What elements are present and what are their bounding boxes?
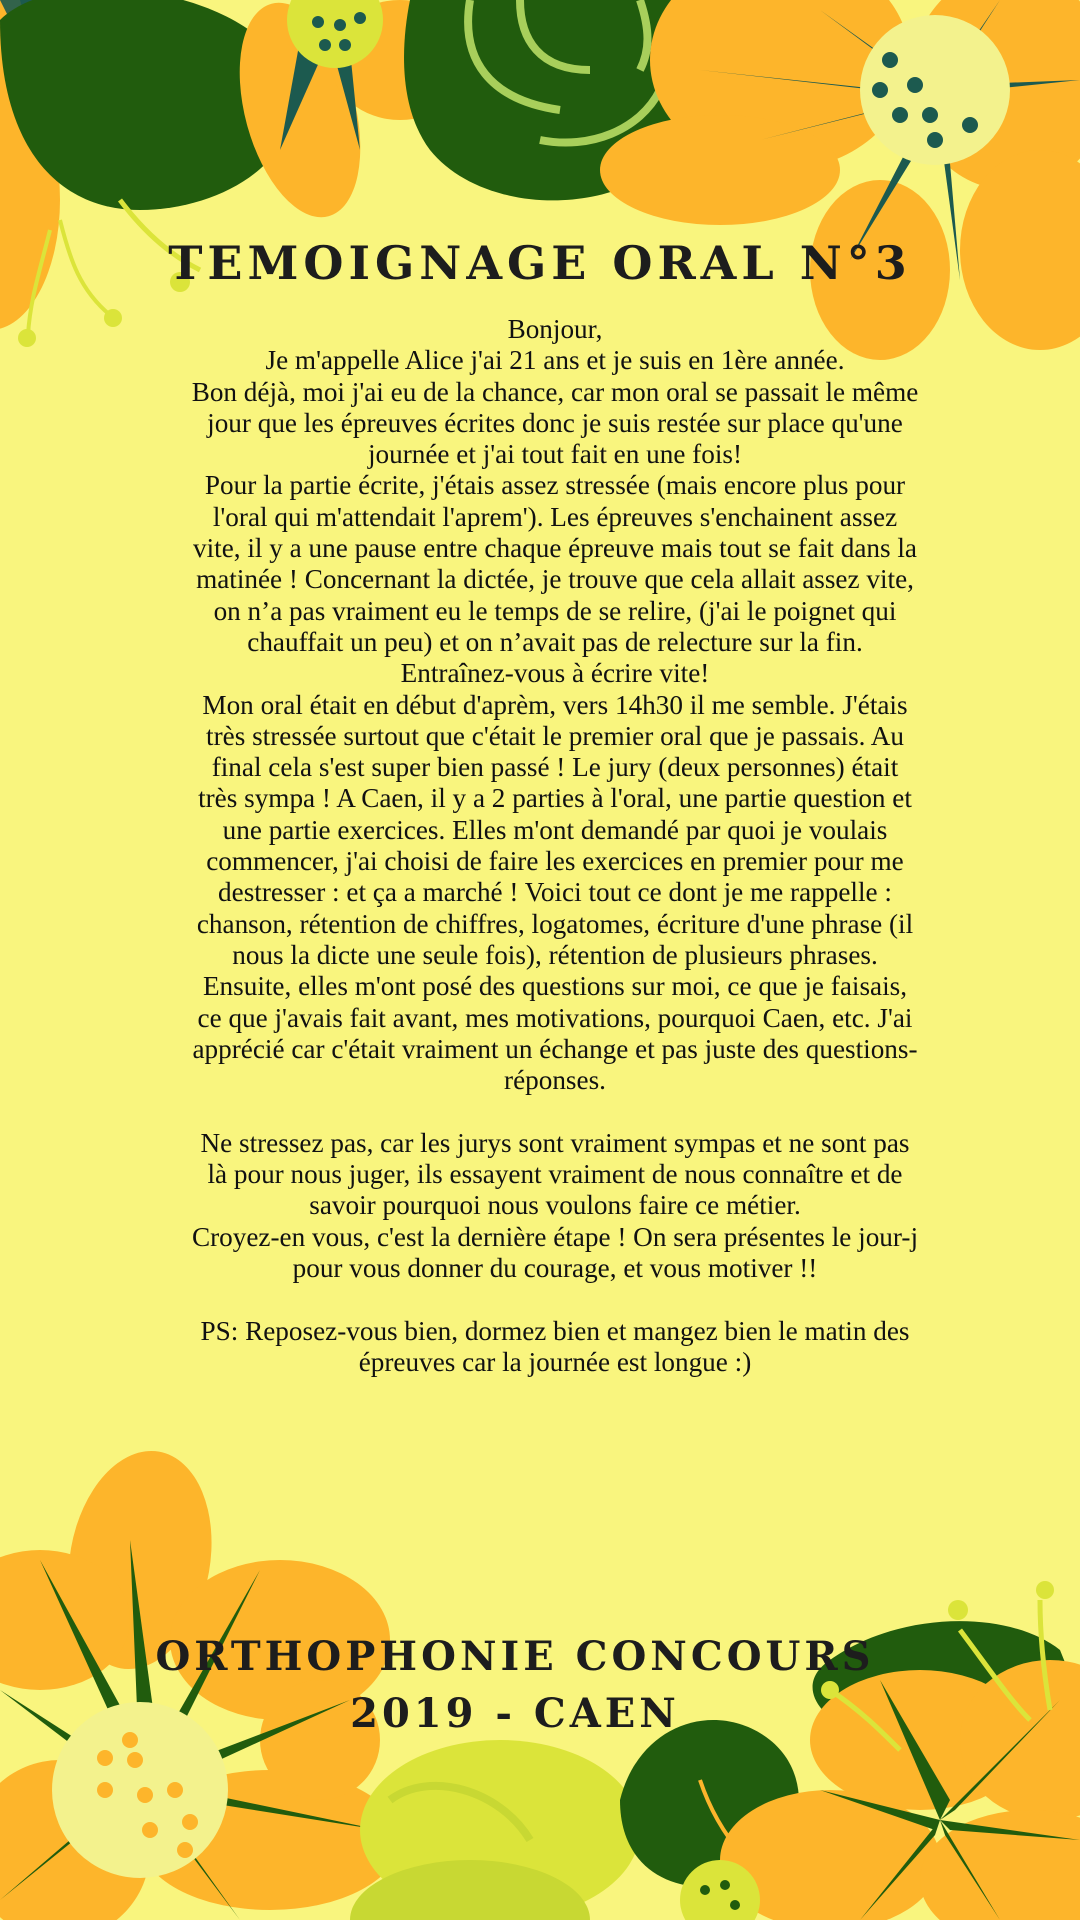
paragraph-spacer [190, 1284, 920, 1315]
paragraph-questions: Ensuite, elles m'ont posé des questions sur moi, ce que je faisais, ce que j'avais fait avant, mes motivations, pourquoi Caen, etc. J'ai apprécié car c'était vraiment un échange et pas juste des questions-réponses. [192, 971, 918, 1096]
paragraph-ps: PS: Reposez-vous bien, dormez bien et mangez bien le matin des épreuves car la journée est longue :) [200, 1315, 910, 1377]
footer-line-2: 2019 - CAEN [350, 1690, 680, 1737]
footer-line-1: ORTHOPHONIE CONCOURS [155, 1633, 875, 1680]
paragraph-encouragement: Croyez-en vous, c'est la dernière étape ! On sera présentes le jour-j pour vous donner du courage, et vous motiver !! [191, 1221, 919, 1283]
paragraph-greeting: Bonjour, [507, 314, 603, 344]
paragraph-luck: Bon déjà, moi j'ai eu de la chance, car mon oral se passait le même jour que les épreuves écrites donc je suis restée sur place qu'une journée et j'ai tout fait en une fois! [191, 376, 919, 470]
paragraph-intro: Je m'appelle Alice j'ai 21 ans et je suis en 1ère année. [265, 345, 845, 376]
paragraph-spacer [190, 1096, 920, 1127]
flower-bottom-center-icon [350, 1740, 640, 1920]
footer-title [0, 1628, 1030, 1742]
paragraph-oral: Mon oral était en début d'aprèm, vers 14h30 il me semble. J'étais très stressée surtout que c'était le premier oral que je passais. Au final cela s'est super bien passé ! Le jury (deux personnes) était très sympa ! A Caen, il y a 2 parties à l'oral, une partie question et une partie exercices. Elles m'ont demandé par quoi je voulais commencer, j'ai choisi de faire les exercices en premier pour me destresser : et ça a marché ! Voici tout ce dont je me rappelle : chanson, rétention de chiffres, logatomes, écriture d'une phrase (il nous la dicte une seule fois), rétention de plusieurs phrases. [196, 689, 914, 970]
flower-top-right-icon [600, 0, 1080, 360]
paragraph-written: Pour la partie écrite, j'étais assez stressée (mais encore plus pour l'oral qui m'attendait l'aprem'). Les épreuves s'enchainent assez vite, il y a une pause entre chaque épreuve mais tout se fait dans la matinée ! Concernant la dictée, je trouve que cela allait assez vite, on n’a pas vraiment eu le temps de se relire, (j'ai le poignet qui chauffait un peu) et on n’avait pas de relecture sur la fin. Entraînez-vous à écrire vite! [193, 470, 917, 689]
page-title: TEMOIGNAGE ORAL N°3 [168, 236, 912, 290]
paragraph-advice: Ne stressez pas, car les jurys sont vraiment sympas et ne sont pas là pour nous juger, ils essayent vraiment de nous connaître et de savoir pourquoi nous voulons faire ce métier. [200, 1127, 910, 1221]
testimony-body [190, 314, 920, 1378]
